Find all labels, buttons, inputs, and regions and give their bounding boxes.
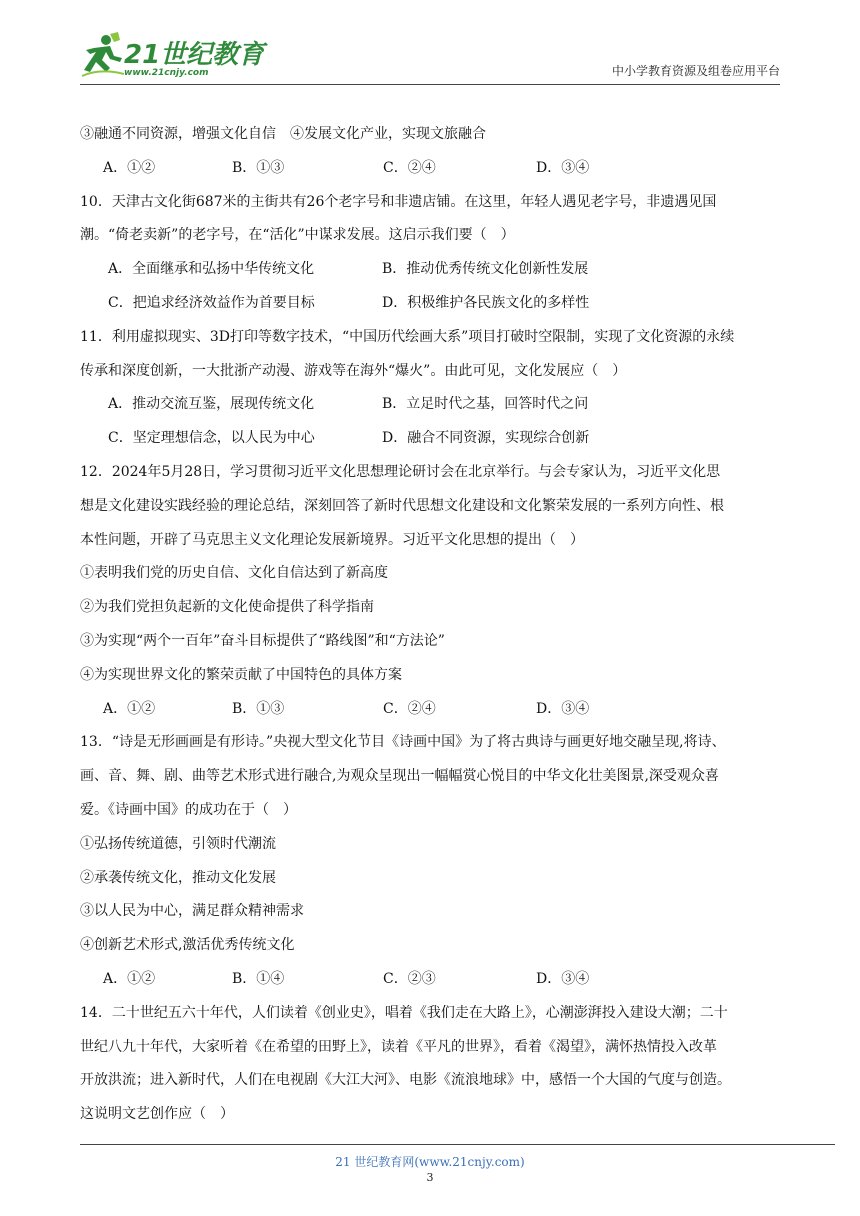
text-line: 本性问题，开辟了马克思主义文化理论发展新境界。习近平文化思想的提出（ ） <box>80 531 584 548</box>
answer-option[interactable]: D．③④ <box>536 970 590 987</box>
page-number: 3 <box>426 1171 434 1184</box>
page-header <box>80 24 780 84</box>
answer-option[interactable]: D．③④ <box>536 700 590 717</box>
text-line: 10．天津古文化街687米的主街共有26个老字号和非遗店铺。在这里，年轻人遇见老字号，非遗遇见国 <box>80 193 717 210</box>
answer-option[interactable]: D．融合不同资源，实现综合创新 <box>382 430 590 447</box>
answer-option[interactable]: D．③④ <box>536 159 590 176</box>
text-line: ②承袭传统文化，推动文化发展 <box>80 869 276 886</box>
footer-divider <box>80 1144 835 1145</box>
text-line: 12．2024年5月28日，学习贯彻习近平文化思想理论研讨会在北京举行。与会专家认为，习近平文化思 <box>80 463 721 480</box>
text-line: 11．利用虚拟现实、3D打印等数字技术，“中国历代绘画大系”项目打破时空限制，实现了文化资源的永续 <box>80 328 735 345</box>
answer-option[interactable]: C．②④ <box>383 700 436 717</box>
answer-option[interactable]: D．积极维护各民族文化的多样性 <box>382 294 590 311</box>
runner-logo-icon <box>80 32 124 78</box>
text-line: ①表明我们党的历史自信、文化自信达到了新高度 <box>80 565 388 582</box>
answer-option[interactable]: B．推动优秀传统文化创新性发展 <box>382 261 589 278</box>
answer-option[interactable]: A．全面继承和弘扬中华传统文化 <box>108 261 315 278</box>
text-line: ③为实现“两个一百年”奋斗目标提供了“路线图”和“方法论” <box>80 632 445 649</box>
answer-option[interactable]: B．①③ <box>232 700 285 717</box>
logo-text: 21世纪教育 <box>124 40 265 70</box>
answer-option[interactable]: C．把追求经济效益作为首要目标 <box>108 294 315 311</box>
answer-option[interactable]: B．立足时代之基，回答时代之问 <box>382 396 589 413</box>
logo <box>80 32 270 82</box>
text-line: 传承和深度创新，一大批浙产动漫、游戏等在海外“爆火”。由此可见，文化发展应（ ） <box>80 362 627 379</box>
option-row <box>80 253 780 287</box>
text-line: 爱。《诗画中国》的成功在于（ ） <box>80 801 297 818</box>
text-line: 画、音、舞、剧、曲等艺术形式进行融合,为观众呈现出一幅幅赏心悦目的中华文化壮美图景,深受观众喜 <box>80 768 719 785</box>
answer-option[interactable]: A．①② <box>103 159 156 176</box>
text-line: ④创新艺术形式,激活优秀传统文化 <box>80 937 295 954</box>
header-divider <box>80 84 780 85</box>
answer-option[interactable]: C．坚定理想信念，以人民为中心 <box>108 430 315 447</box>
platform-title: 中小学教育资源及组卷应用平台 <box>611 64 780 78</box>
text-line: ②为我们党担负起新的文化使命提供了科学指南 <box>80 599 374 616</box>
answer-option[interactable]: A．①② <box>103 700 156 717</box>
text-line: ④为实现世界文化的繁荣贡献了中国特色的具体方案 <box>80 666 402 683</box>
text-line: 世纪八九十年代，大家听着《在希望的田野上》，读着《平凡的世界》，看着《渴望》，满怀热情投入改革 <box>80 1038 717 1055</box>
text-line: ③以人民为中心，满足群众精神需求 <box>80 903 304 920</box>
option-row <box>80 388 780 422</box>
text-line: 想是文化建设实践经验的理论总结，深刻回答了新时代思想文化建设和文化繁荣发展的一系列方向性、根 <box>80 497 724 514</box>
footer-site[interactable]: 21 世纪教育网(www.21cnjy.com) <box>335 1155 525 1169</box>
answer-option[interactable]: A．①② <box>103 970 156 987</box>
text-line: 开放洪流；进入新时代，人们在电视剧《大江大河》、电影《流浪地球》中，感悟一个大国的气度与创造。 <box>80 1072 731 1089</box>
text-line: 潮。“倚老卖新”的老字号，在“活化”中谋求发展。这启示我们要（ ） <box>80 227 515 244</box>
option-row <box>80 422 780 456</box>
answer-option[interactable]: B．①③ <box>232 159 285 176</box>
text-line: ①弘扬传统道德，引领时代潮流 <box>80 835 276 852</box>
text-line: 13．“诗是无形画画是有形诗。”央视大型文化节目《诗画中国》为了将古典诗与画更好地交融呈现,将诗、 <box>80 734 726 751</box>
option-row <box>80 152 780 186</box>
answer-option[interactable]: B．①④ <box>232 970 285 987</box>
text-line: ③融通不同资源，增强文化自信 ④发展文化产业，实现文旅融合 <box>80 126 486 142</box>
text-line: 这说明文艺创作应（ ） <box>80 1106 234 1123</box>
answer-option[interactable]: C．②④ <box>383 159 436 176</box>
logo-url: www.21cnjy.com <box>124 68 209 78</box>
answer-option[interactable]: C．②③ <box>383 970 436 987</box>
option-row <box>80 963 780 997</box>
option-row <box>80 693 780 727</box>
option-row <box>80 287 780 321</box>
text-line: 14．二十世纪五六十年代，人们读着《创业史》，唱着《我们走在大路上》，心潮澎湃投入建设大潮；二十 <box>80 1004 728 1021</box>
document-body <box>80 118 780 1132</box>
answer-option[interactable]: A．推动交流互鉴，展现传统文化 <box>108 396 315 413</box>
